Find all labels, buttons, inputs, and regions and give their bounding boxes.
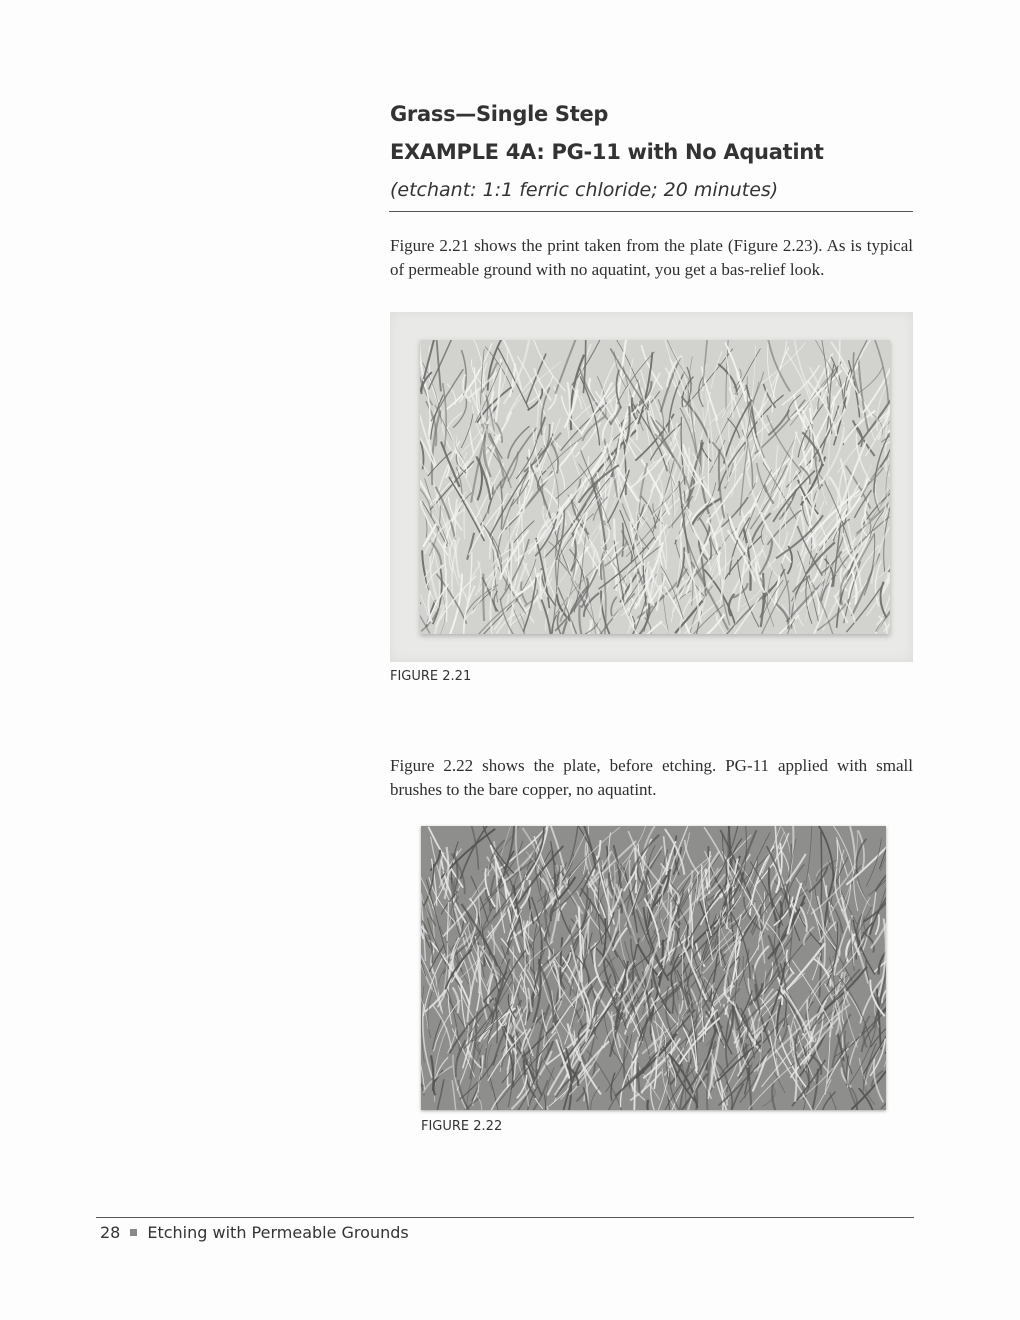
section-heading: Grass—Single Step [390, 102, 609, 126]
paragraph-figure-2-22: Figure 2.22 shows the plate, before etching. PG-11 applied with small brushes to the bare copper, no aquatint. [390, 756, 913, 799]
figure-2-21-caption: FIGURE 2.21 [390, 669, 472, 684]
etchant-note: (etchant: 1:1 ferric chloride; 20 minutes) [390, 179, 779, 201]
page-number: 28 [100, 1223, 121, 1242]
heading-divider [389, 211, 913, 212]
figure-2-21-print [390, 312, 913, 662]
figure-2-22-caption: FIGURE 2.22 [421, 1119, 503, 1134]
footer-divider [96, 1217, 914, 1218]
paragraph-figure-2-21: Figure 2.21 shows the print taken from the plate (Figure 2.23). As is typical of permeable ground with no aquatint, you get a bas-relief look. [390, 236, 913, 279]
grass-print-image [420, 340, 890, 634]
example-heading: EXAMPLE 4A: PG-11 with No Aquatint [390, 140, 824, 164]
running-title: Etching with Permeable Grounds [147, 1223, 409, 1242]
grass-plate-image [421, 826, 886, 1110]
page-footer [100, 1223, 409, 1242]
footer-bullet-icon [130, 1229, 137, 1236]
